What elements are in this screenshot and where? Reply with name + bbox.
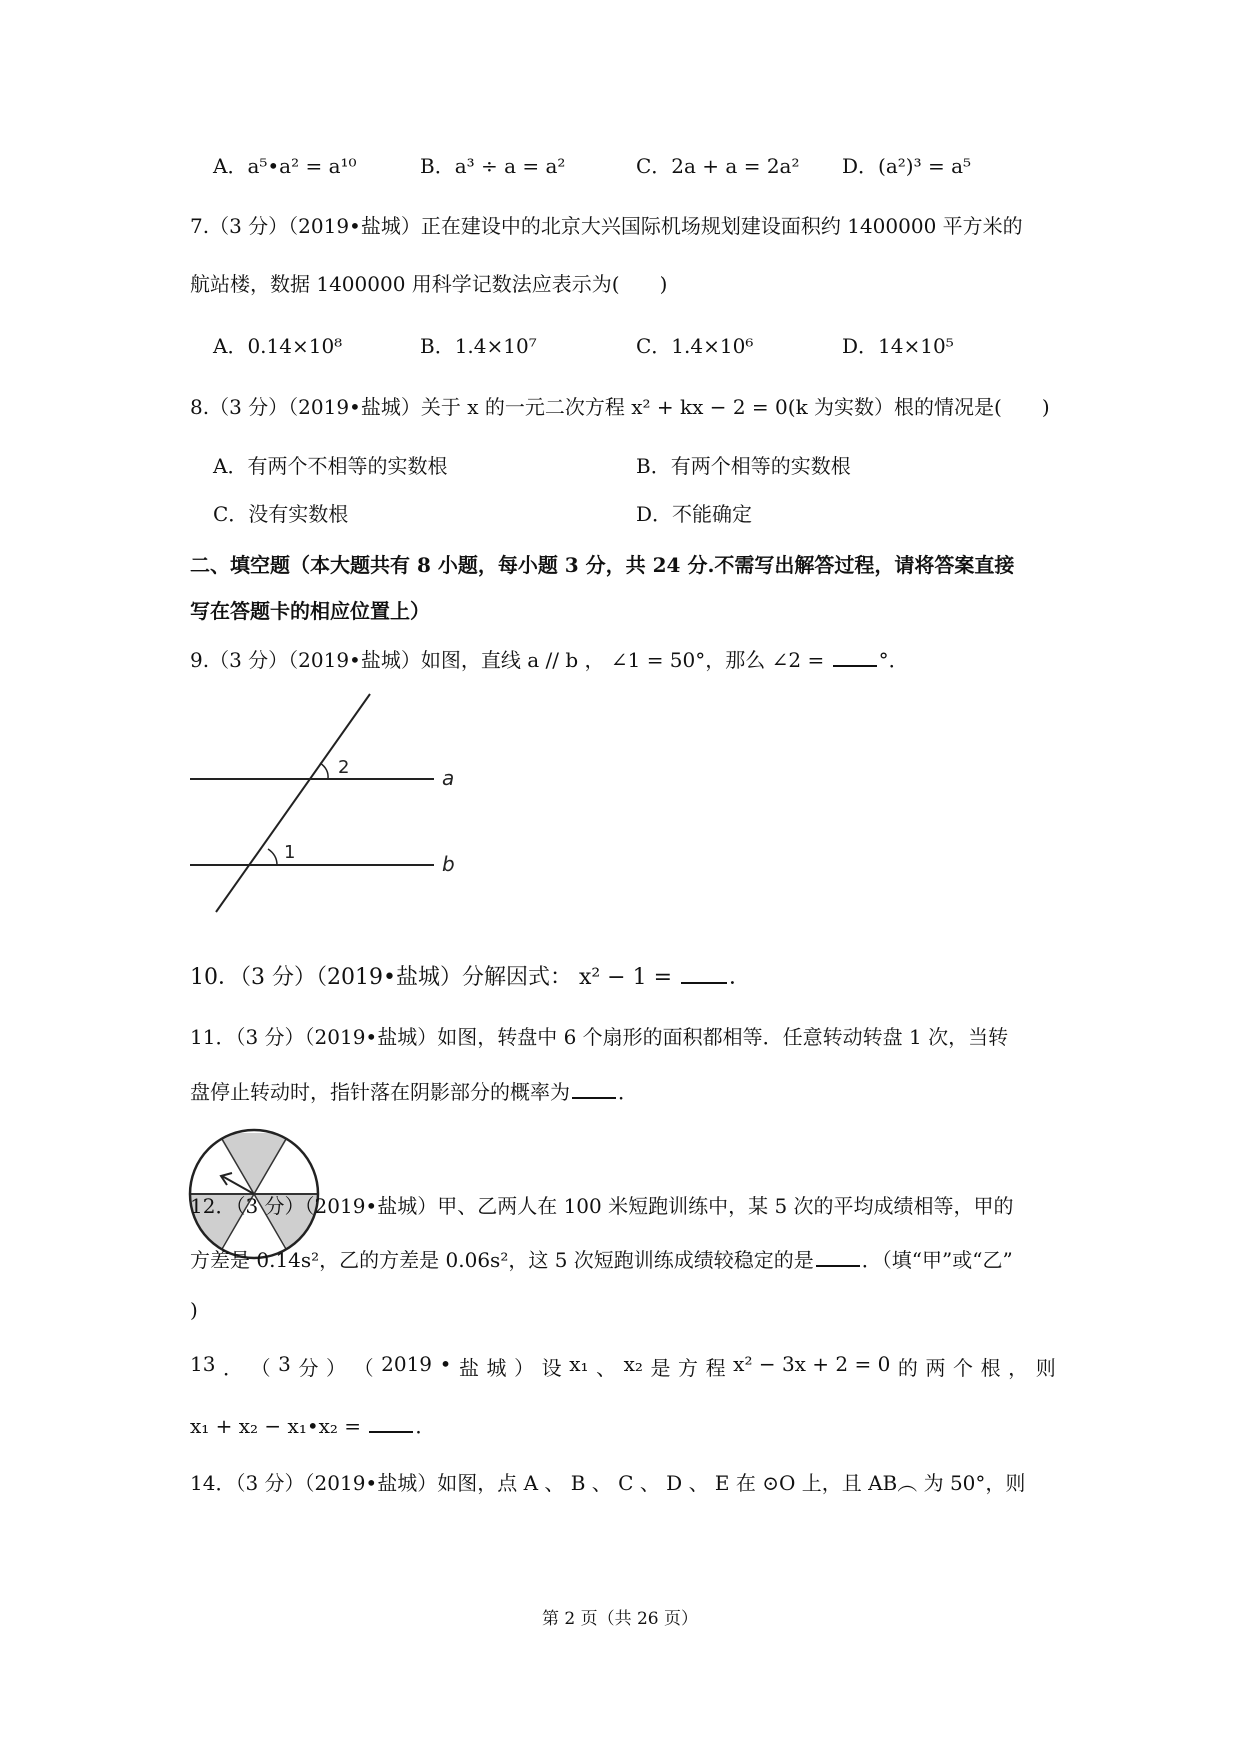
angle-1-arc [268,849,277,865]
q13-line1-part: ） [326,1356,346,1380]
q11-answer-blank [572,1079,616,1099]
q13-line2-before: x₁ + x₂ − x₁•x₂ = [190,1414,368,1438]
q8-option-a: A．有两个不相等的实数根 [213,454,448,478]
q13-line1-part: 的 [897,1356,918,1380]
q13-line1-part: 2019 [381,1352,433,1376]
q13-line1-part: • [439,1352,452,1376]
q10-text-before: 10．（3 分）（2019•盐城）分解因式： x² − 1 = [190,965,680,990]
q8-option-b: B．有两个相等的实数根 [636,454,851,478]
section2-heading-line1: 二、填空题（本大题共有 8 小题，每小题 3 分，共 24 分.不需写出解答过程，请将答案直接 [190,553,1015,577]
q13-line1-part: （ [353,1356,374,1380]
q12-answer-blank [816,1247,860,1267]
q13-line1-part: 设 [541,1356,562,1380]
q6-option-a: A．a⁵•a² = a¹⁰ [213,154,357,178]
q10-answer-blank [681,964,727,984]
q13-line1-part: 13 [190,1352,216,1376]
q13-line2-after: ． [415,1414,436,1438]
q13-line2 [190,1410,435,1439]
q10-text [190,960,751,991]
q13-line1-part: 个 [953,1356,974,1380]
q13-line1-part: 、 [596,1356,617,1380]
fig-label-1: 1 [284,842,296,863]
q13-line1-part: ． [223,1356,244,1380]
q9-figure [180,690,470,920]
q12-line2 [190,1244,1013,1273]
q13-line1-part: ， [1008,1356,1029,1380]
q9-text-before: 9.（3 分）（2019•盐城）如图，直线 a // b ， ∠1 = 50°，那么 ∠2 = [190,648,831,672]
q7-option-a: A．0.14×10⁸ [213,334,343,358]
q13-line1-part: 3 [278,1352,291,1376]
q11-line2 [190,1076,638,1105]
q12-line1: 12．（3 分）（2019•盐城）甲、乙两人在 100 米短跑训练中，某 5 次的平均成绩相等，甲的 [190,1194,1014,1218]
fig-label-b: b [442,852,455,876]
q14-line1: 14．（3 分）（2019•盐城）如图，点 A 、 B 、 C 、 D 、 E 在 ⊙O 上，且 AB︵ 为 50°，则 [190,1471,1026,1495]
page-footer: 第 2 页（共 26 页） [541,1609,699,1629]
q9-text [190,644,909,673]
shaded-sector-top [217,1133,291,1194]
angle-2-arc [320,763,328,779]
q7-option-d: D．14×10⁵ [842,334,954,358]
q6-option-d: D．(a²)³ = a⁵ [842,154,972,178]
q13-line1-part: x₁ [569,1352,589,1376]
q6-option-c: C．2a + a = 2a² [636,154,800,178]
q13-line1-part: 两 [925,1356,946,1380]
q13-line1-part: x² − 3x + 2 = 0 [733,1352,891,1376]
q12-line3: ) [190,1298,198,1322]
q13-line1-part: 程 [705,1356,726,1380]
q13-line1-part: 则 [1035,1356,1056,1380]
q10-text-after: ． [729,965,752,990]
q8-option-d: D．不能确定 [636,502,753,526]
q13-line1-part: 是 [650,1356,671,1380]
q11-line2-before: 盘停止转动时，指针落在阴影部分的概率为 [190,1080,570,1104]
q9-answer-blank [833,647,877,667]
q6-option-b: B．a³ ÷ a = a² [420,154,566,178]
section2-heading-line2: 写在答题卡的相应位置上） [190,599,430,623]
q13-line1 [190,1352,1056,1381]
q9-text-after: °． [878,648,909,672]
q13-line1-part: （ [250,1356,271,1380]
q13-line1-part: 城 [486,1356,507,1380]
q7-line2: 航站楼，数据 1400000 用科学记数法应表示为( ) [190,272,668,296]
fig-label-a: a [442,766,455,790]
q13-line1-part: 方 [678,1356,699,1380]
q13-line1-part: 分 [298,1356,319,1380]
q12-line2-before: 方差是 0.14s²，乙的方差是 0.06s²，这 5 次短跑训练成绩较稳定的是 [190,1248,814,1272]
q13-line1-part: x₂ [623,1352,643,1376]
q8-line1: 8.（3 分）（2019•盐城）关于 x 的一元二次方程 x² + kx − 2 = 0(k 为实数）根的情况是( ) [190,395,1050,419]
q12-line2-after: ．（填“甲”或“乙” [861,1248,1013,1272]
q11-line1: 11．（3 分）（2019•盐城）如图，转盘中 6 个扇形的面积都相等．任意转动转盘 1 次，当转 [190,1025,1009,1049]
q13-line1-part: 盐 [458,1356,479,1380]
q7-line1: 7.（3 分）（2019•盐城）正在建设中的北京大兴国际机场规划建设面积约 1400000 平方米的 [190,214,1023,238]
q7-option-c: C．1.4×10⁶ [636,334,754,358]
q13-line1-part: 根 [980,1356,1001,1380]
q7-option-b: B．1.4×10⁷ [420,334,537,358]
fig-label-2: 2 [338,757,350,778]
q13-line1-part: ） [514,1356,535,1380]
transversal-line [216,694,370,912]
q11-line2-after: ． [618,1080,638,1104]
q8-option-c: C．没有实数根 [213,502,349,526]
q13-answer-blank [369,1413,413,1433]
